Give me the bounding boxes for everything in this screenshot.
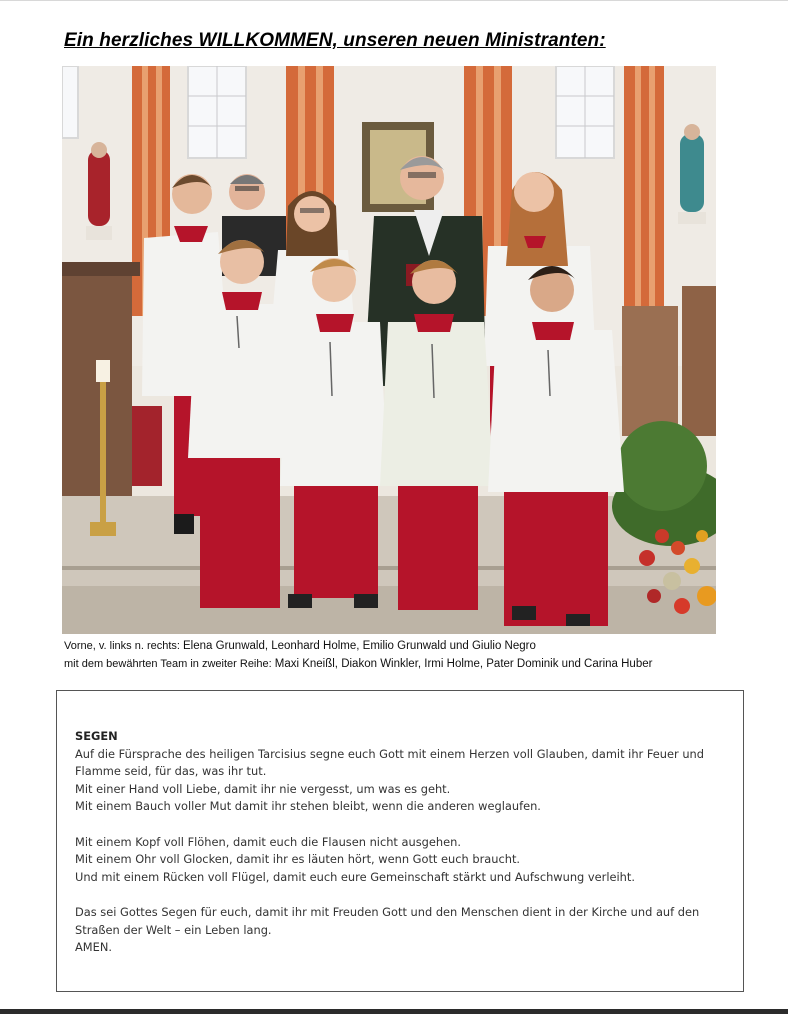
blessing-spacer [75, 886, 725, 904]
blessing-line: Flamme seid, für das, was ihr tut. [75, 764, 267, 779]
blessing-box [56, 690, 744, 992]
top-rule [0, 0, 788, 1]
caption-back-lead: mit dem bewährten Team in zweiter Reihe: [64, 658, 275, 670]
blessing-line: Das sei Gottes Segen für euch, damit ihr mit Freuden Gott und den Menschen dient in der Kirche und auf den [75, 904, 700, 919]
blessing-line: Straßen der Welt – ein Leben lang. [75, 922, 272, 937]
group-photo-icon [62, 66, 716, 634]
page-title: Ein herzliches WILLKOMMEN, unseren neuen Ministranten: [64, 30, 606, 51]
blessing-line: Mit einem Kopf voll Flöhen, damit euch die Flausen nicht ausgehen. [75, 834, 461, 849]
caption-back-row [64, 658, 652, 670]
blessing-spacer [75, 816, 725, 834]
blessing-line: Auf die Fürsprache des heiligen Tarcisius segne euch Gott mit einem Herzen voll Glauben, damit ihr Feuer und [75, 746, 704, 761]
bottom-bar [0, 1009, 788, 1014]
caption-front-lead: Vorne, v. links n. rechts: [64, 640, 184, 652]
caption-front-names: Elena Grunwald, Leonhard Holme, Emilio Grunwald und Giulio Negro [183, 640, 536, 652]
caption-front-row [64, 640, 536, 652]
blessing-line: Mit einem Ohr voll Glocken, damit ihr es läuten hört, wenn Gott euch braucht. [75, 852, 521, 867]
blessing-line: Und mit einem Rücken voll Flügel, damit euch eure Gemeinschaft stärkt und Aufschwung verleiht. [75, 869, 635, 884]
blessing-amen: AMEN. [75, 940, 112, 955]
blessing-title: SEGEN [75, 729, 118, 743]
group-photo [62, 66, 716, 634]
blessing-line: Mit einem Bauch voller Mut damit ihr stehen bleibt, wenn die anderen weglaufen. [75, 799, 541, 814]
caption-back-names: Maxi Kneißl, Diakon Winkler, Irmi Holme, Pater Dominik und Carina Huber [274, 658, 653, 670]
blessing-line: Mit einer Hand voll Liebe, damit ihr nie vergesst, um was es geht. [75, 781, 451, 796]
